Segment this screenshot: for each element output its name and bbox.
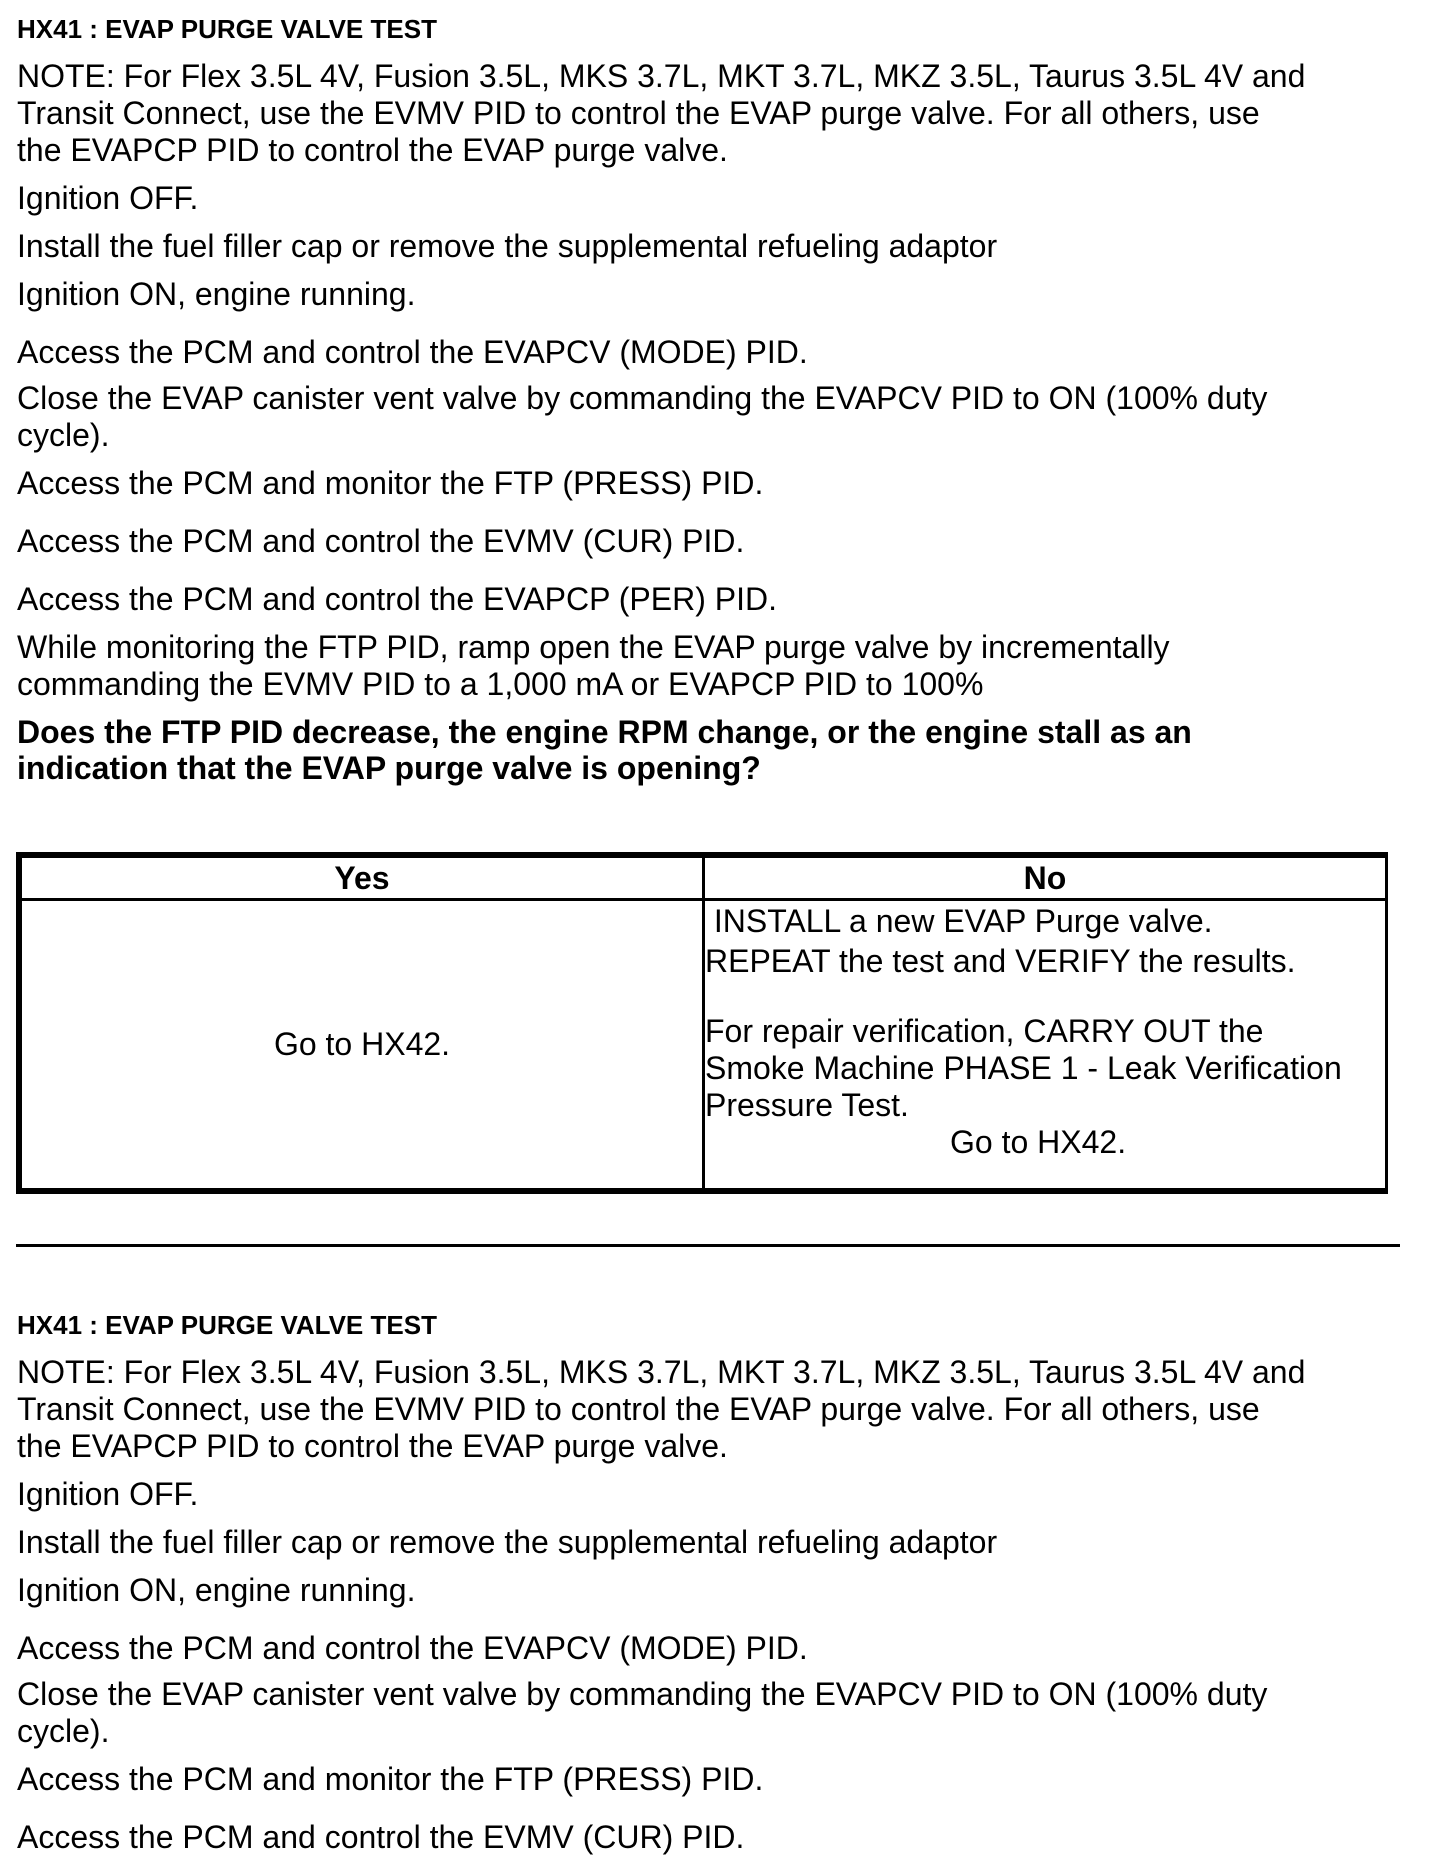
step-close-vent-valve: Close the EVAP canister vent valve by commanding the EVAPCV PID to ON (100% duty: [17, 380, 1268, 416]
yes-header: Yes: [21, 857, 704, 900]
step-control-evmv: Access the PCM and control the EVMV (CUR) PID.: [17, 523, 745, 559]
no-cell: [704, 900, 1387, 1190]
no-line-goto: Go to HX42.: [950, 1124, 1127, 1160]
section-2-heading: HX41 : EVAP PURGE VALVE TEST: [17, 1310, 437, 1340]
question-line: Does the FTP PID decrease, the engine RPM change, or the engine stall as an: [17, 714, 1192, 750]
no-line-repeat: REPEAT the test and VERIFY the results.: [705, 943, 1296, 979]
section-2: [17, 1306, 1407, 1866]
note-line: the EVAPCP PID to control the EVAP purge valve.: [17, 132, 728, 168]
step-control-evmv: Access the PCM and control the EVMV (CUR) PID.: [17, 1819, 745, 1855]
step-access-evapcv: Access the PCM and control the EVAPCV (MODE) PID.: [17, 1630, 808, 1666]
yes-action: Go to HX42.: [273, 1026, 451, 1062]
step-monitor-ftp: Access the PCM and monitor the FTP (PRESS) PID.: [17, 465, 764, 501]
yes-cell: [21, 900, 704, 1190]
step-close-vent-valve-cont: cycle).: [17, 417, 110, 453]
note-line: Transit Connect, use the EVMV PID to control the EVAP purge valve. For all others, use: [17, 95, 1260, 131]
note-line: the EVAPCP PID to control the EVAP purge valve.: [17, 1428, 728, 1464]
step-ignition-off: Ignition OFF.: [17, 1476, 199, 1512]
section-divider: [16, 1244, 1400, 1247]
step-close-vent-valve: Close the EVAP canister vent valve by commanding the EVAPCV PID to ON (100% duty: [17, 1676, 1268, 1712]
step-access-evapcv: Access the PCM and control the EVAPCV (MODE) PID.: [17, 334, 808, 370]
step-ignition-off: Ignition OFF.: [17, 180, 199, 216]
step-ignition-on: Ignition ON, engine running.: [17, 1572, 416, 1608]
result-table: [16, 852, 1388, 1194]
step-ramp-open-cont: commanding the EVMV PID to a 1,000 mA or EVAPCP PID to 100%: [17, 666, 984, 702]
question-line: indication that the EVAP purge valve is opening?: [17, 750, 761, 786]
step-ramp-open: While monitoring the FTP PID, ramp open the EVAP purge valve by incrementally: [17, 629, 1170, 665]
no-line-smoke: Smoke Machine PHASE 1 - Leak Verification: [705, 1050, 1342, 1086]
no-line-install: INSTALL a new EVAP Purge valve.: [705, 903, 1213, 939]
no-line-repair: For repair verification, CARRY OUT the: [705, 1013, 1264, 1049]
section-1-heading: HX41 : EVAP PURGE VALVE TEST: [17, 14, 437, 44]
step-monitor-ftp: Access the PCM and monitor the FTP (PRESS) PID.: [17, 1761, 764, 1797]
no-line-pressure: Pressure Test.: [705, 1087, 909, 1123]
note-line: NOTE: For Flex 3.5L 4V, Fusion 3.5L, MKS 3.7L, MKT 3.7L, MKZ 3.5L, Taurus 3.5L 4V and: [17, 1354, 1306, 1390]
step-close-vent-valve-cont: cycle).: [17, 1713, 110, 1749]
step-control-evapcp: Access the PCM and control the EVAPCP (PER) PID.: [17, 581, 777, 617]
note-line: NOTE: For Flex 3.5L 4V, Fusion 3.5L, MKS 3.7L, MKT 3.7L, MKZ 3.5L, Taurus 3.5L 4V and: [17, 58, 1306, 94]
step-ignition-on: Ignition ON, engine running.: [17, 276, 416, 312]
section-1: [17, 10, 1407, 790]
no-header: No: [704, 857, 1387, 900]
step-install-cap: Install the fuel filler cap or remove the supplemental refueling adaptor: [17, 1524, 998, 1560]
step-install-cap: Install the fuel filler cap or remove the supplemental refueling adaptor: [17, 228, 998, 264]
note-line: Transit Connect, use the EVMV PID to control the EVAP purge valve. For all others, use: [17, 1391, 1260, 1427]
